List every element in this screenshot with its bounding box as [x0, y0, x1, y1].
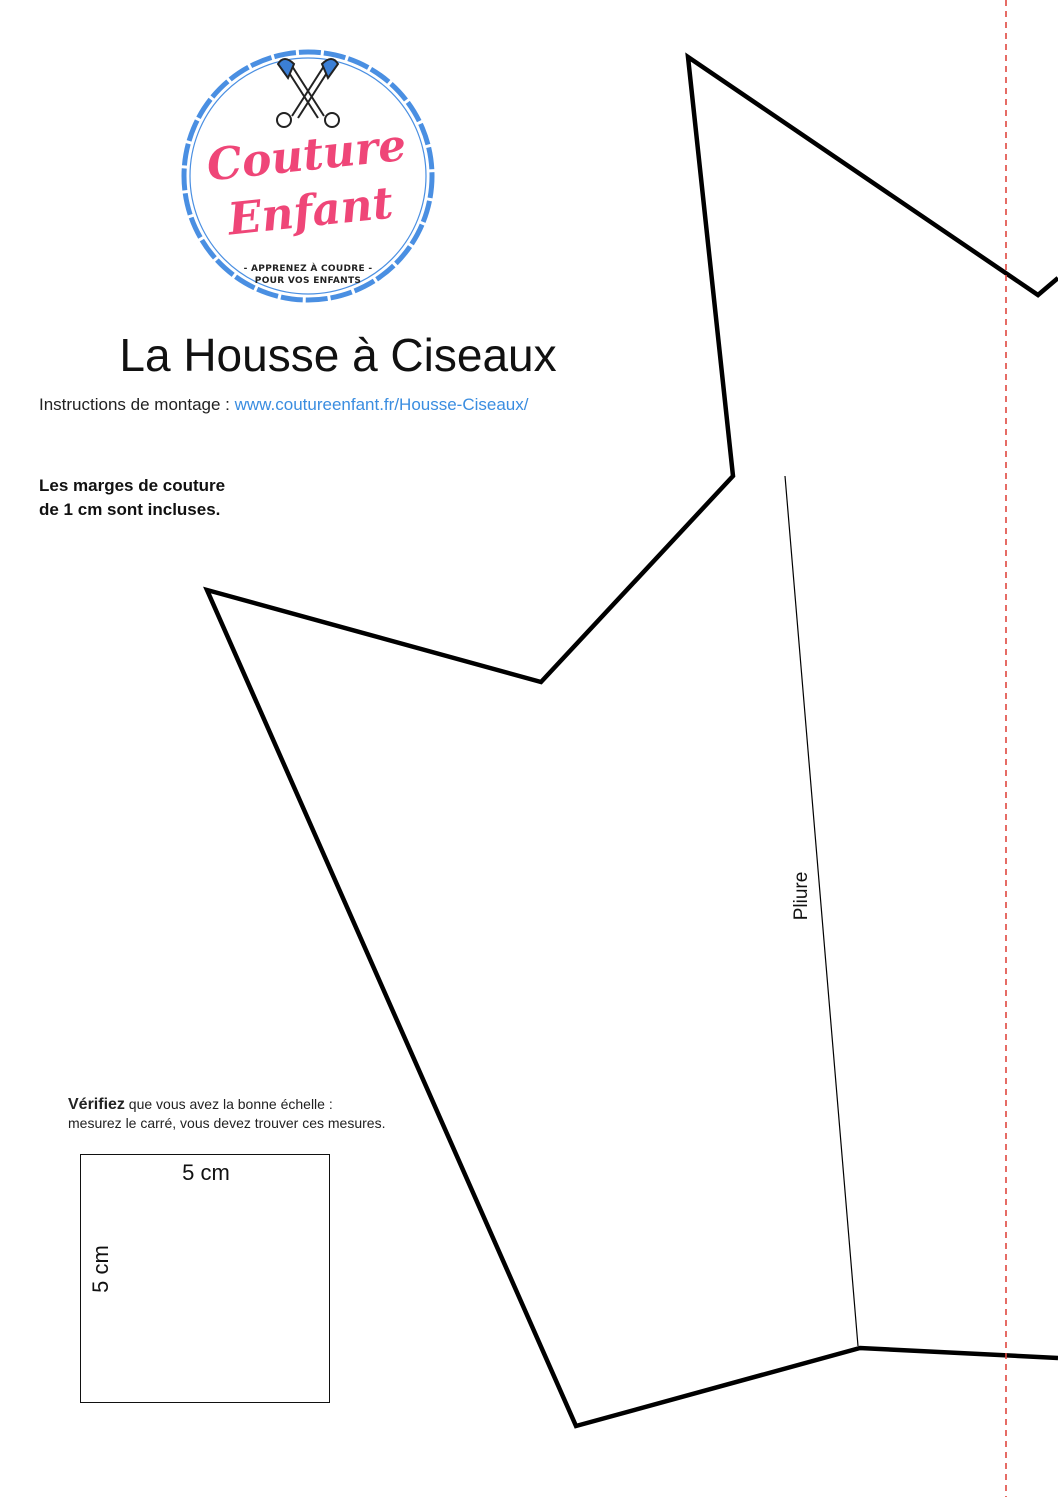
scale-check-strong: Vérifiez [68, 1096, 125, 1113]
scale-check-line1-rest: que vous avez la bonne échelle : [124, 1096, 333, 1112]
fold-label: Pliure [791, 871, 812, 921]
scale-width-label: 5 cm [182, 1160, 230, 1185]
brand-logo [168, 42, 448, 314]
logo-tagline-2: POUR VOS ENFANTS [254, 276, 362, 286]
scale-check-line1 [68, 1095, 385, 1114]
seam-allowance-line1: Les marges de couture [39, 476, 226, 495]
logo-tagline-1: - APPRENEZ À COUDRE - [243, 264, 373, 274]
scale-check-line2: mesurez le carré, vous devez trouver ces mesures. [68, 1115, 386, 1131]
scale-check-note [68, 1095, 385, 1133]
instructions-link[interactable]: www.coutureenfant.fr/Housse-Ciseaux/ [234, 395, 529, 414]
logo-brand-line1: Couture [204, 119, 409, 192]
scale-square [80, 1154, 330, 1403]
page-title: La Housse à Ciseaux [119, 329, 557, 381]
instructions-label: Instructions de montage : [39, 395, 230, 414]
seam-allowance-note [39, 474, 225, 522]
logo-brand-line2: Enfant [225, 177, 396, 246]
seam-allowance-line2: de 1 cm sont incluses. [39, 500, 221, 519]
instructions-line [39, 395, 528, 415]
scale-height-label: 5 cm [88, 1245, 113, 1293]
